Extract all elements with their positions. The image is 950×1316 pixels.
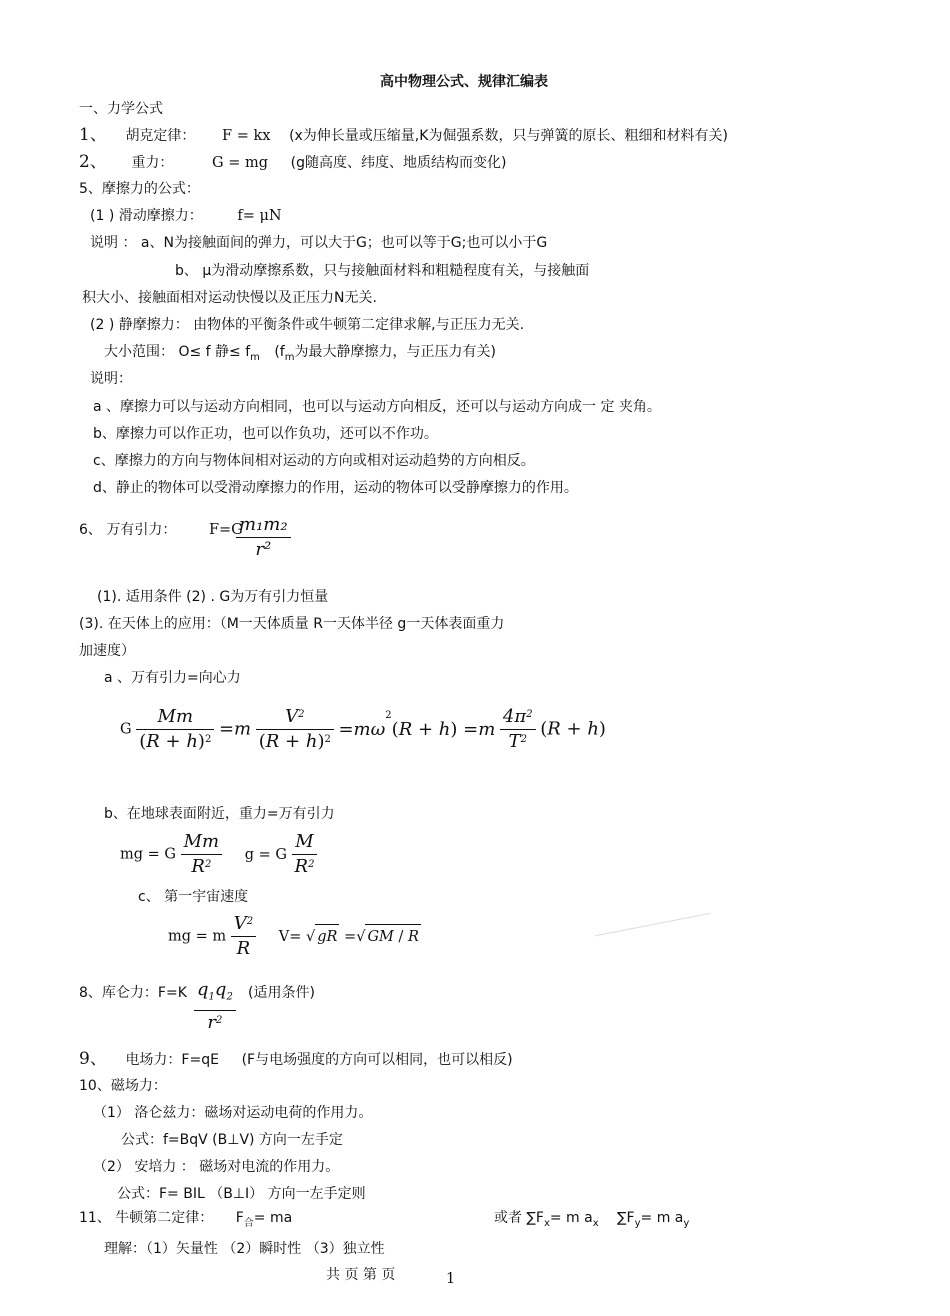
- formula: f= μN: [237, 208, 282, 224]
- desc-c: c、摩擦力的方向与物体间相对运动的方向或相对运动趋势的方向相反。: [93, 453, 535, 469]
- item-number: 9、: [79, 1049, 107, 1069]
- subscript: y: [683, 1217, 690, 1229]
- coulomb-fraction: $\frac{q_1q_2}{r^2}$: [194, 978, 236, 1035]
- range-note: (f: [274, 344, 285, 360]
- application-line: (3). 在天体上的应用：（M一天体质量 R一天体半径 g一天体表面重力: [79, 616, 505, 632]
- denominator: r²: [236, 537, 291, 562]
- desc-b: b、摩擦力可以作正功，也可以作负功，还可以不作功。: [93, 426, 438, 442]
- hooke-law-line: [79, 126, 728, 145]
- footer-text: 共 页 第 页: [326, 1267, 396, 1283]
- ampere-line: （2） 安培力 ： 磁场对电流的作用力。: [93, 1159, 340, 1175]
- lorentz-line: （1） 洛仑兹力：磁场对运动电荷的作用力。: [93, 1105, 373, 1121]
- label: (1 ) 滑动摩擦力：: [90, 208, 203, 224]
- first-cosmic-velocity-formula: mg = m $\frac{V^2}{R}$ V= √ gR =√ GM / R: [168, 913, 419, 959]
- note-a: 说明 ： a、N为接触面间的弹力，可以大于G；也可以等于G;也可以小于G: [90, 235, 548, 251]
- page-title: 高中物理公式、规律汇编表: [380, 74, 548, 90]
- subscript: m: [284, 351, 295, 363]
- formula: G = mg: [212, 155, 269, 171]
- note-b: b、 μ为滑动摩擦系数，只与接触面材料和粗糙程度有关，与接触面: [175, 263, 590, 279]
- law-name: 胡克定律：: [125, 128, 196, 144]
- item-b: b、在地球表面附近，重力=万有引力: [104, 806, 335, 822]
- range-line: [104, 343, 496, 367]
- formula-f: F: [235, 1210, 244, 1226]
- label: 8、库仑力：F=K: [79, 985, 187, 1001]
- scan-mark: [595, 913, 711, 936]
- understanding-line: 理解：（1）矢量性 （2）瞬时性 （3）独立性: [104, 1241, 385, 1257]
- subscript: y: [634, 1217, 641, 1229]
- sum-fy: ∑F: [617, 1210, 635, 1226]
- ampere-formula: 公式：F= BIL （B⊥I） 方向一左手定则: [117, 1186, 366, 1202]
- static-friction-line: (2 ) 静摩擦力： 由物体的平衡条件或牛顿第二定律求解,与正压力无关.: [90, 317, 525, 333]
- item-number: 2、: [79, 152, 107, 172]
- subscript: m: [250, 351, 260, 363]
- note: (F与电场强度的方向可以相同，也可以相反): [241, 1052, 513, 1068]
- centripetal-formula: G $\frac{Mm}{(R + h)^2}$ =m $\frac{V^2}{(R + h)^2}$ $=m\omega^2(R + h) =m$ $\frac{4\pi^2}{T^2}$ (R + h): [120, 706, 606, 752]
- conditions-line: (1). 适用条件 (2) . G为万有引力恒量: [97, 589, 329, 605]
- subscript: x: [543, 1217, 550, 1229]
- coulomb-line: [79, 984, 187, 1002]
- gravity-line: [79, 153, 506, 172]
- gravitation-line: [79, 521, 243, 539]
- section-heading: 一、力学公式: [79, 101, 163, 117]
- item-c: c、 第一宇宙速度: [138, 889, 249, 905]
- law-name: 重力：: [131, 155, 174, 171]
- range-note-cont: 为最大静摩擦力，与正压力有关): [294, 344, 496, 360]
- application-line-cont: 加速度）: [79, 643, 135, 659]
- desc-label: 说明：: [90, 371, 132, 387]
- page-number: 1: [446, 1271, 456, 1287]
- coulomb-note: (适用条件): [248, 985, 315, 1001]
- formula: F = kx: [222, 128, 271, 144]
- formula: 电场力：F=qE: [125, 1052, 219, 1068]
- or-sum-fx: 或者 ∑F: [494, 1210, 544, 1226]
- newton-line: [79, 1209, 292, 1233]
- friction-heading: 5、摩擦力的公式：: [79, 181, 200, 197]
- formula-rest: = ma: [253, 1210, 293, 1226]
- desc-d: d、静止的物体可以受滑动摩擦力的作用，运动的物体可以受静摩擦力的作用。: [93, 480, 578, 496]
- item-a: a 、万有引力=向心力: [104, 670, 241, 686]
- gravitation-fraction: [236, 513, 291, 562]
- note-b-cont: 积大小、接触面相对运动快慢以及正压力N无关.: [82, 290, 377, 306]
- electric-force-line: [79, 1050, 513, 1069]
- lorentz-formula: 公式：f=BqV (B⊥V) 方向一左手定: [121, 1132, 343, 1148]
- formula-prefix: F=G: [208, 522, 243, 538]
- subscript: 合: [243, 1217, 254, 1229]
- numerator: m₁m₂: [239, 514, 288, 535]
- surface-gravity-formula: mg = G $\frac{Mm}{R^2}$ g = G $\frac{M}{R^2}$: [120, 830, 317, 879]
- ma: = m a: [640, 1210, 684, 1226]
- ma: = m a: [549, 1210, 593, 1226]
- newton-components: [494, 1209, 689, 1233]
- desc-a: a 、摩擦力可以与运动方向相同，也可以与运动方向相反，还可以与运动方向成一 定 夹角。: [93, 399, 661, 415]
- note: (g随高度、纬度、地质结构而变化): [290, 155, 507, 171]
- magnetic-heading: 10、磁场力：: [79, 1078, 167, 1094]
- subscript: x: [592, 1217, 599, 1229]
- note: (x为伸长量或压缩量,K为倔强系数，只与弹簧的原长、粗细和材料有关): [289, 128, 728, 144]
- sliding-friction-line: [90, 207, 282, 225]
- label: 6、 万有引力：: [79, 522, 177, 538]
- range-text: 大小范围： O≤ f 静≤ f: [104, 344, 251, 360]
- item-number: 1、: [79, 125, 107, 145]
- label: 11、 牛顿第二定律：: [79, 1210, 214, 1226]
